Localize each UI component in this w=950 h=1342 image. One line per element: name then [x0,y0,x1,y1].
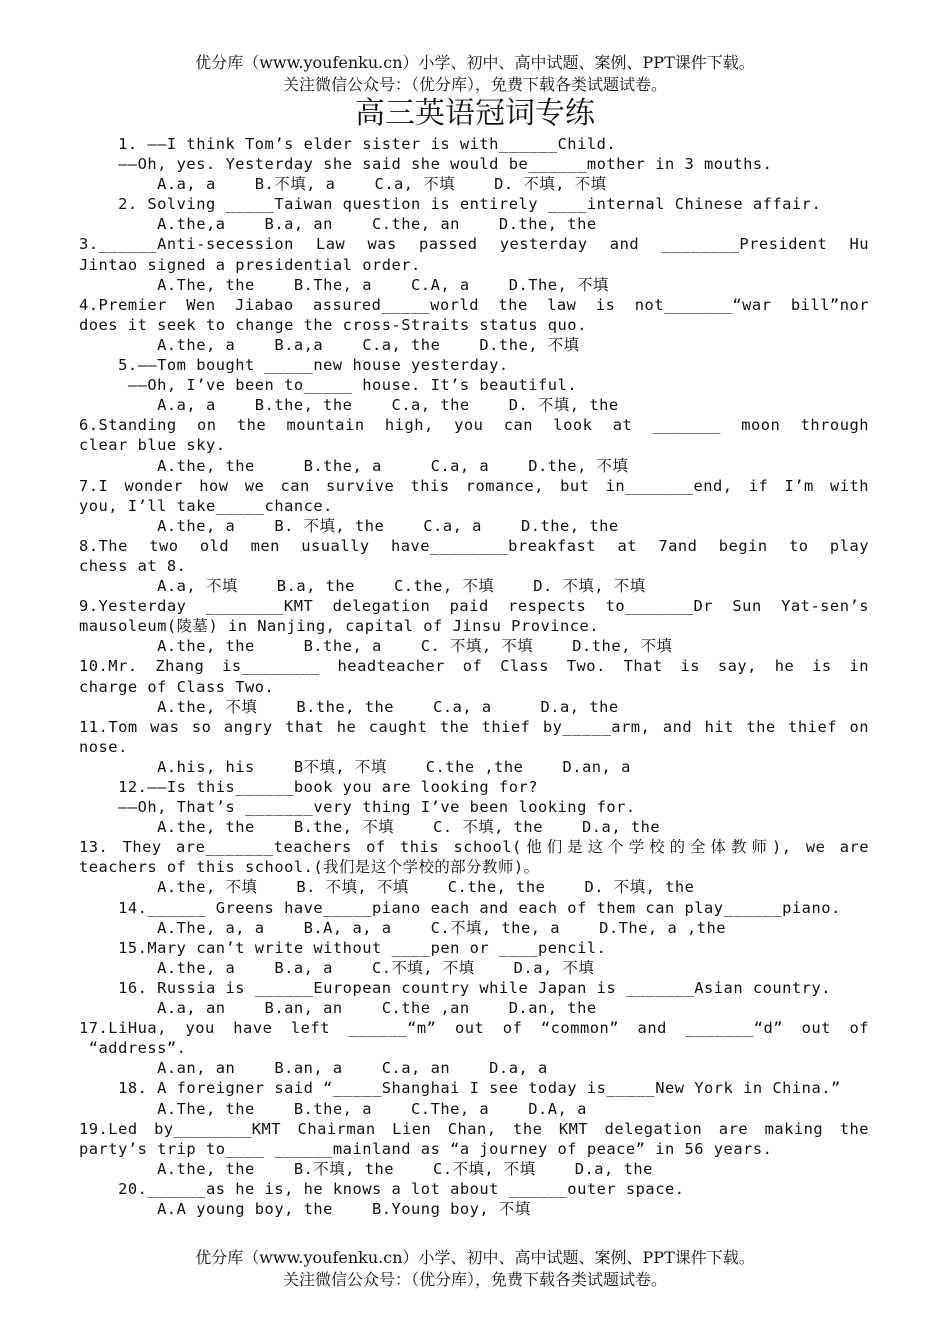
text-line: A.The, the B.The, a C.A, a D.The, 不填 [79,275,609,294]
text-line: does it seek to change the cross-Straits status quo. [79,315,587,334]
text-line: 5.——Tom bought _____new house yesterday. [79,356,509,375]
text-line: 15.Mary can’t write without ____pen or ____pencil. [79,938,607,957]
text-line: A.the, a B.a,a C.a, the D.the, 不填 [79,335,580,354]
text-line: A.the, the B.the, 不填 C. 不填, the D.a, the [79,818,661,837]
text-line: 11.Tom was so angry that he caught the thief by_____arm, and hit the thief on [79,717,869,736]
text-line: 12.——Is this______book you are looking for? [79,778,538,796]
text-line: 8.The two old men usually have________breakfast at 7and begin to play [79,536,869,555]
text-line: 3.______Anti-secession Law was passed yesterday and ________President Hu [79,235,869,254]
text-line: A.The, the B.the, a C.The, a D.A, a [79,1099,587,1118]
text-line: 7.I wonder how we can survive this romance, but in_______end, if I’m with [79,476,869,495]
text-line: 10.Mr. Zhang is________ headteacher of Class Two. That is say, he is in [79,657,869,676]
text-line: mausoleum(陵墓) in Nanjing, capital of Jinsu Province. [79,617,600,636]
text-line: A.a, a B.the, the C.a, the D. 不填, the [79,396,619,415]
text-line: 13. They are_______teachers of this school(他们是这个学校的全体教师), we are [79,838,869,857]
text-line: A.the, a B.a, a C.不填, 不填 D.a, 不填 [79,958,595,977]
text-line: A.the, 不填 B.the, the C.a, a D.a, the [79,697,619,716]
text-line: 20.______as he is, he knows a lot about ______outer space. [79,1179,685,1198]
text-line: 17.LiHua, you have left ______“m” out of “common” and _______“d” out of [79,1019,869,1038]
footer-line-2: 关注微信公众号：（优分库），免费下载各类试题试卷。 [282,1270,667,1289]
text-line: “address”. [79,1039,187,1058]
text-line: A.the, 不填 B. 不填, 不填 C.the, the D. 不填, the [79,878,695,897]
text-line: teachers of this school.(我们是这个学校的部分教师)。 [79,858,540,877]
text-line: you, I’ll take_____chance. [79,496,333,515]
text-line: A.the,a B.a, an C.the, an D.the, the [79,215,597,234]
text-line: clear blue sky. [79,436,226,455]
text-line: A.the, the B.不填, the C.不填, 不填 D.a, the [79,1159,653,1178]
text-line: 14.______ Greens have_____piano each and each of them can play______piano. [79,898,841,917]
footer-line-1: 优分库（www.youfenku.cn）小学、初中、高中试题、案例、PPT课件下载。 [195,1248,755,1267]
text-line: A.the, a B. 不填, the C.a, a D.the, the [79,516,619,535]
text-line: A.the, the B.the, a C.a, a D.the, 不填 [79,456,629,475]
text-line: 9.Yesterday ________KMT delegation paid respects to_______Dr Sun Yat-sen’s [79,597,869,616]
text-line: 6.Standing on the mountain high, you can look at _______ moon through [79,416,869,435]
page-title: 高三英语冠词专练 [355,96,595,131]
text-line: party’s trip to____ ______mainland as “a journey of peace” in 56 years. [79,1139,773,1158]
text-line: A.A young boy, the B.Young boy, 不填 [79,1199,531,1218]
text-line: 16. Russia is ______European country while Japan is _______Asian country. [79,978,831,997]
text-line: 2. Solving _____Taiwan question is entirely ____internal Chinese affair. [79,195,822,214]
header-line-1: 优分库（www.youfenku.cn）小学、初中、高中试题、案例、PPT课件下载。 [195,53,755,72]
text-line: 1. ——I think Tom’s elder sister is with______Child. [79,135,617,153]
text-line: A.a, 不填 B.a, the C.the, 不填 D. 不填, 不填 [79,577,646,596]
text-line: chess at 8. [79,556,187,575]
text-line: A.the, the B.the, a C. 不填, 不填 D.the, 不填 [79,637,673,656]
text-line: charge of Class Two. [79,677,275,696]
text-line: ——Oh, yes. Yesterday she said she would be______mother in 3 mouths. [79,155,773,174]
exercise-body [79,134,869,1219]
header-line-2: 关注微信公众号：（优分库），免费下载各类试题试卷。 [282,75,667,94]
text-line: 19.Led by________KMT Chairman Lien Chan, the KMT delegation are making the [79,1119,869,1138]
text-line: A.a, an B.an, an C.the ,an D.an, the [79,999,597,1018]
text-line: ——Oh, That’s _______very thing I’ve been looking for. [79,798,636,817]
text-line: A.a, a B.不填, a C.a, 不填 D. 不填, 不填 [79,175,607,194]
text-line: A.an, an B.an, a C.a, an D.a, a [79,1059,548,1078]
text-line: 4.Premier Wen Jiabao assured_____world the law is not_______“war bill”nor [79,295,869,314]
text-line: A.his, his B不填, 不填 C.the ,the D.an, a [79,757,631,776]
text-line: A.The, a, a B.A, a, a C.不填, the, a D.The, a ,the [79,918,727,937]
text-line: nose. [79,737,128,756]
text-line: ——Oh, I’ve been to_____ house. It’s beautiful. [79,376,578,395]
text-line: 18. A foreigner said “_____Shanghai I see today is_____New York in China.” [79,1079,841,1098]
text-line: Jintao signed a presidential order. [79,255,421,274]
